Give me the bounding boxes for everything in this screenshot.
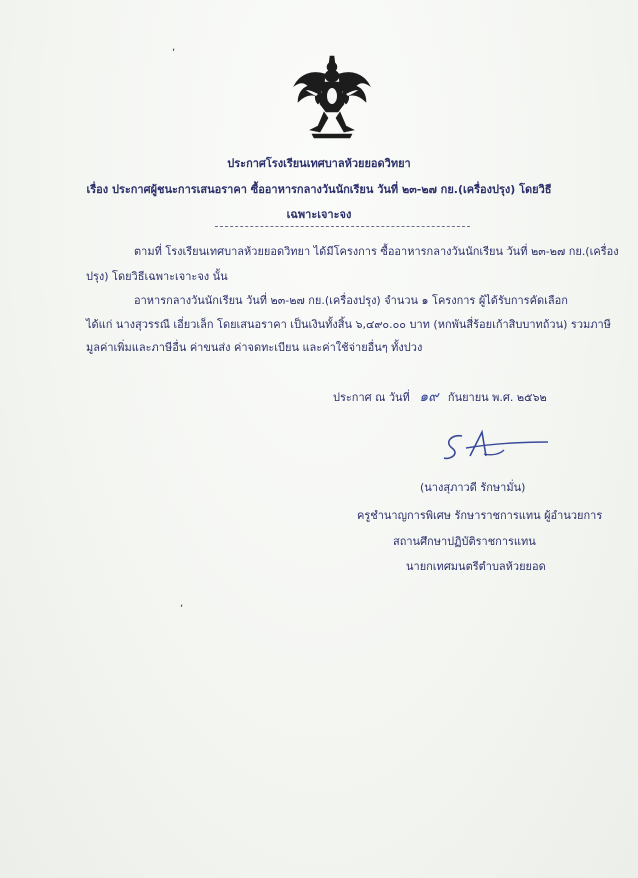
paragraph-2-line-3: มูลค่าเพิ่มและภาษีอื่น ค่าขนส่ง ค่าจดทะเบียน และค่าใช้จ่ายอื่นๆ ทั้งปวง [86,341,423,354]
handwritten-signature [440,426,550,466]
page-title: ประกาศโรงเรียนเทศบาลห้วยยอดวิทยา [227,157,411,170]
signatory-position-line-3: นายกเทศมนตรีตำบลห้วยยอด [406,560,546,573]
signatory-name: (นางสุภาวดี รักษามั่น) [420,481,526,494]
announce-prefix: ประกาศ ณ วันที่ [333,391,410,404]
scan-speck: , [172,42,176,53]
signatory-position-line-2: สถานศึกษาปฏิบัติราชการแทน [393,535,536,548]
subject-line-continued: เฉพาะเจาะจง [286,208,352,221]
announce-day: ๑๙ [419,389,439,405]
paragraph-2-line-2: ได้แก่ นางสุวรรณี เอี่ยวเล็ก โดยเสนอราคา เป็นเงินทั้งสิ้น ๖,๔๙๐.๐๐ บาท (หกพันสี่ร้อยเก้าสิบบาทถ้วน) รวมภาษี [86,318,611,331]
announce-suffix: กันยายน พ.ศ. ๒๕๖๒ [447,391,547,404]
paragraph-2-line-1: อาหารกลางวันนักเรียน วันที่ ๒๓-๒๗ กย.(เครื่องปรุง) จำนวน ๑ โครงการ ผู้ได้รับการคัดเลือก [134,294,568,307]
announce-date [333,386,547,408]
paragraph-1-line-2: ปรุง) โดยวิธีเฉพาะเจาะจง นั้น [86,270,228,283]
signatory-position: ครูชำนาญการพิเศษ รักษาราชการแทน ผู้อำนวยการ [357,509,603,522]
divider [215,226,470,227]
scan-speck: , [180,598,184,609]
paragraph-1-line-1: ตามที่ โรงเรียนเทศบาลห้วยยอดวิทยา ได้มีโครงการ ซื้ออาหารกลางวันนักเรียน วันที่ ๒๓-๒๗ กย.(เครื่อง [134,245,619,258]
garuda-emblem-icon [290,52,374,142]
subject-line: เรื่อง ประกาศผู้ชนะการเสนอราคา ซื้ออาหารกลางวันนักเรียน วันที่ ๒๓-๒๗ กย.(เครื่องปรุง) โดยวิธี [86,183,552,196]
